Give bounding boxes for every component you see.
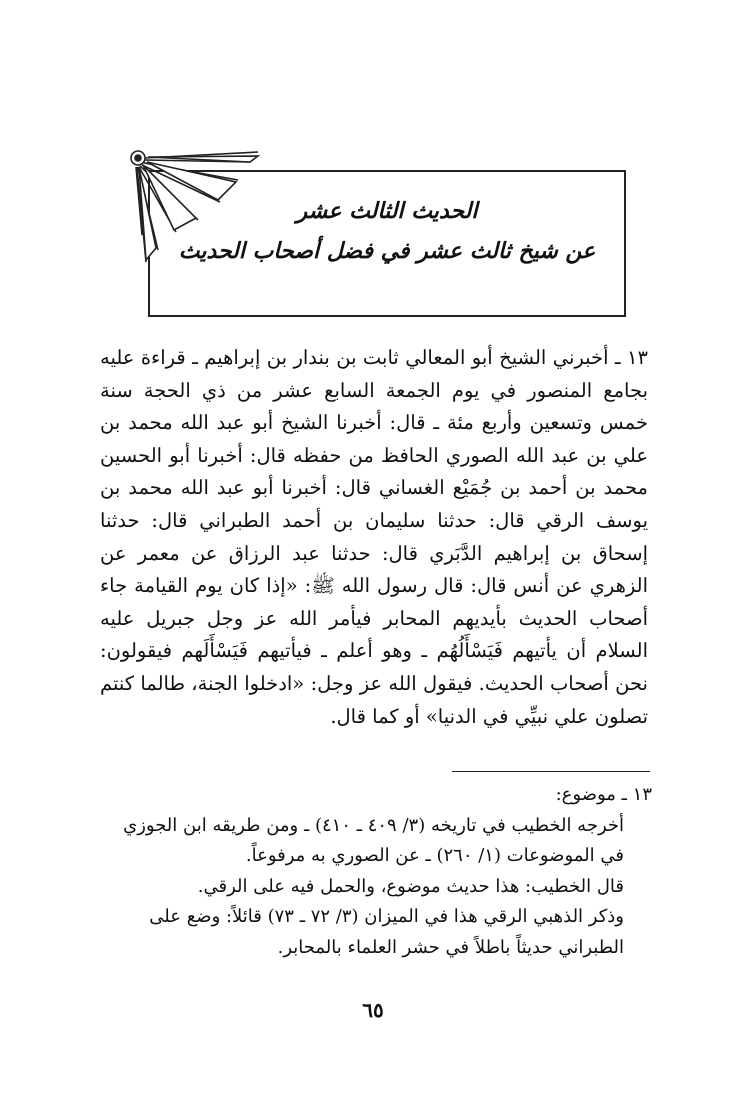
footnote-divider	[452, 771, 650, 772]
footnote-heading: ١٣ ـ موضوع:	[555, 784, 652, 805]
footnote-line: قال الخطيب: هذا حديث موضوع، والحمل فيه على الرقي.	[197, 875, 624, 897]
footnote	[100, 780, 652, 963]
hadith-text	[100, 342, 648, 733]
page-number: ٦٥	[362, 998, 384, 1022]
chapter-title: الحديث الثالث عشر	[296, 199, 478, 224]
hadith-paragraph: ١٣ ـ أخبرني الشيخ أبو المعالي ثابت بن بندار بن إبراهيم ـ قراءة عليه بجامع المنصور في يوم الجمعة السابع عشر من ذي الحجة سنة خمس وتسعين وأربع مئة ـ قال: أخبرنا الشيخ أبو عبد الله محمد بن علي بن عبد الله الصوري الحافظ من حفظه قال: أخبرنا أبو الحسين محمد بن أحمد بن جُمَيْع الغساني قال: أخبرنا أبو عبد الله محمد بن يوسف الرقي قال: حدثنا سليمان بن أحمد الطبراني قال: حدثنا إسحاق بن إبراهيم الدَّبَري قال: حدثنا عبد الرزاق عن معمر عن الزهري عن أنس قال: قال رسول الله ﷺ: «إذا كان يوم القيامة جاء أصحاب الحديث بأيديهم المحابر فيأمر الله عز وجل جبريل عليه السلام أن يأتيهم فَيَسْأَلُهُم ـ وهو أعلم ـ فيأتيهم فَيَسْأَلَهم فيقولون: نحن أصحاب الحديث. فيقول الله عز وجل: «ادخلوا الجنة، طالما كنتم تصلون علي نبيِّي في الدنيا» أو كما قال.	[100, 346, 648, 728]
chapter-subtitle: عن شيخ ثالث عشر في فضل أصحاب الحديث	[178, 239, 596, 264]
footnote-line: أخرجه الخطيب في تاريخه (٣/ ٤٠٩ ـ ٤١٠) ـ ومن طريقه ابن الجوزي في الموضوعات (١/ ٢٦٠) ـ عن الصوري به مرفوعاً.	[123, 814, 624, 866]
footnote-body	[100, 811, 652, 964]
chapter-heading	[150, 192, 624, 272]
footnote-line: وذكر الذهبي الرقي هذا في الميزان (٣/ ٧٢ ـ ٧٣) قائلاً: وضع على الطبراني حديثاً باطلاً في حشر العلماء بالمحابر.	[149, 906, 624, 958]
